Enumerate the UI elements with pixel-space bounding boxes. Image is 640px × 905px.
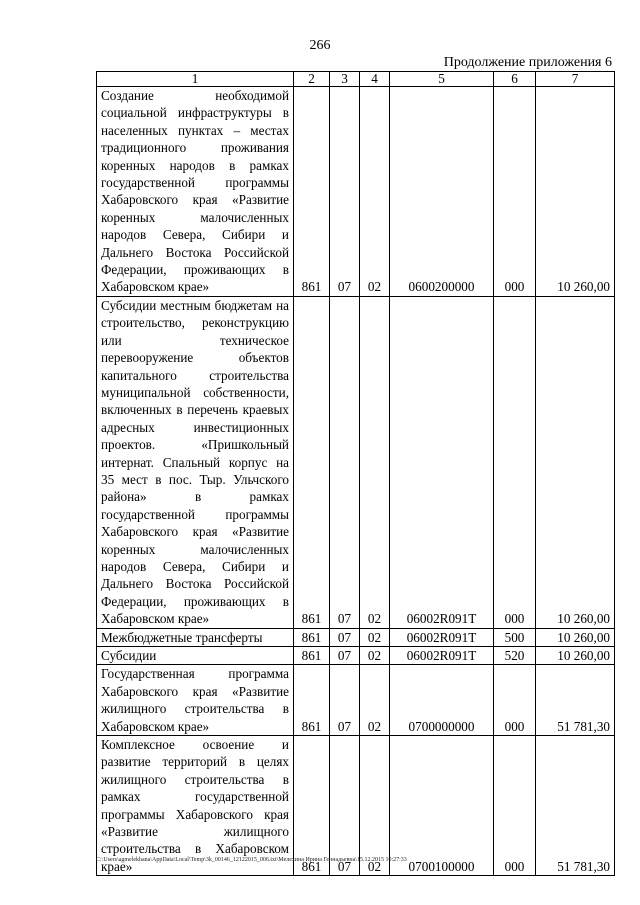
row-section: 07	[330, 628, 360, 646]
row-expense-type: 000	[494, 87, 536, 297]
row-ministry-code: 861	[294, 87, 330, 297]
row-subsection: 02	[360, 296, 390, 628]
row-name: Межбюджетные трансферты	[97, 628, 294, 646]
row-section: 07	[330, 296, 360, 628]
row-section: 07	[330, 87, 360, 297]
row-subsection: 02	[360, 87, 390, 297]
row-ministry-code: 861	[294, 647, 330, 665]
row-target-article: 06002R091T	[390, 628, 494, 646]
row-amount: 10 260,00	[536, 647, 615, 665]
col-header-2: 2	[294, 72, 330, 87]
table-row	[97, 87, 615, 297]
row-expense-type: 500	[494, 628, 536, 646]
file-path-footer: C:\Users\agmelekhana\AppData\Local\Temp\3k_00146_12122015_006.txt\Мелехина Ирина Геннадьевна\15.12.2015 10:27:33	[96, 857, 407, 863]
table-row	[97, 665, 615, 736]
row-name: Государственная программа Хабаровского края «Развитие жилищного строительства в Хабаровском крае»	[97, 665, 294, 736]
row-target-article: 06002R091T	[390, 296, 494, 628]
col-header-6: 6	[494, 72, 536, 87]
table-row	[97, 628, 615, 646]
row-name: Создание необходимой социальной инфраструктуры в населенных пунктах – местах традиционного проживания коренных народов в рамках государственной программы Хабаровского края «Развитие коренных малочисленных народов Севера, Сибири и Дальнего Востока Российской Федерации, проживающих в Хабаровском крае»	[97, 87, 294, 297]
table-row	[97, 296, 615, 628]
row-amount: 10 260,00	[536, 87, 615, 297]
row-section: 07	[330, 647, 360, 665]
row-section: 07	[330, 736, 360, 876]
row-expense-type: 000	[494, 296, 536, 628]
row-subsection: 02	[360, 628, 390, 646]
row-amount: 10 260,00	[536, 628, 615, 646]
row-subsection: 02	[360, 665, 390, 736]
row-target-article: 0600200000	[390, 87, 494, 297]
row-target-article: 0700100000	[390, 736, 494, 876]
table-row	[97, 736, 615, 876]
row-amount: 51 781,30	[536, 665, 615, 736]
row-ministry-code: 861	[294, 736, 330, 876]
row-subsection: 02	[360, 736, 390, 876]
row-amount: 51 781,30	[536, 736, 615, 876]
row-expense-type: 000	[494, 665, 536, 736]
row-amount: 10 260,00	[536, 296, 615, 628]
row-expense-type: 520	[494, 647, 536, 665]
page-number: 266	[309, 38, 331, 53]
row-ministry-code: 861	[294, 665, 330, 736]
row-subsection: 02	[360, 647, 390, 665]
row-target-article: 06002R091T	[390, 647, 494, 665]
row-ministry-code: 861	[294, 296, 330, 628]
row-target-article: 0700000000	[390, 665, 494, 736]
col-header-1: 1	[97, 72, 294, 87]
row-expense-type: 000	[494, 736, 536, 876]
col-header-7: 7	[536, 72, 615, 87]
row-section: 07	[330, 665, 360, 736]
row-name: Комплексное освоение и развитие территорий в целях жилищного строительства в рамках государственной программы Хабаровского края «Развитие жилищного строительства в Хабаровском крае»	[97, 736, 294, 876]
row-ministry-code: 861	[294, 628, 330, 646]
col-header-5: 5	[390, 72, 494, 87]
column-number-row	[97, 72, 615, 87]
row-name: Субсидии	[97, 647, 294, 665]
col-header-3: 3	[330, 72, 360, 87]
col-header-4: 4	[360, 72, 390, 87]
budget-table	[96, 71, 615, 876]
row-name: Субсидии местным бюджетам на строительство, реконструкцию или техническое перевооружение объектов капитального строительства муниципальной собственности, включенных в перечень краевых адресных инвестиционных проектов. «Пришкольный интернат. Спальный корпус на 35 мест в пос. Тыр. Ульчского района» в рамках государственной программы Хабаровского края «Развитие коренных малочисленных народов Севера, Сибири и Дальнего Востока Российской Федерации, проживающих в Хабаровском крае»	[97, 296, 294, 628]
table-row	[97, 647, 615, 665]
continuation-label: Продолжение приложения 6	[443, 55, 612, 70]
